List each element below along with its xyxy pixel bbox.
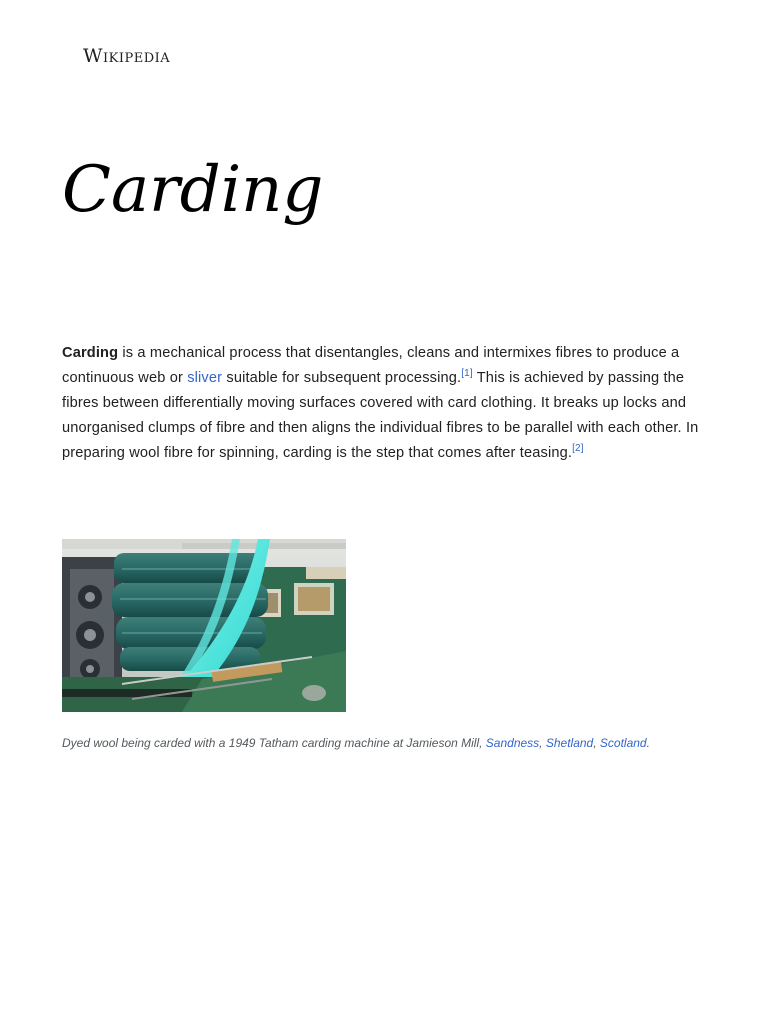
shetland-link[interactable]: Shetland: [545, 736, 594, 750]
wikipedia-wordmark[interactable]: Wikipedia: [83, 45, 171, 67]
lead-text-3: This is achieved by passing the fibres between differentially moving surfaces covered with card clothing. It breaks up locks and unorganised clumps of fibre and then aligns the individual fibres to be parallel with each other. In preparing wool fibre for spinning, carding is the step that comes after teasing.: [62, 370, 699, 461]
caption-sep-2: ,: [593, 736, 600, 750]
lead-text-2: suitable for subsequent processing.: [222, 370, 462, 386]
carding-machine-image[interactable]: [62, 539, 346, 712]
reference-1-link[interactable]: [1]: [461, 368, 473, 380]
lead-term: Carding: [62, 345, 119, 361]
lead-text-1: is a mechanical process that disentangles, cleans and intermixes fibres to produce a continuous web or: [62, 345, 680, 386]
caption-text: Dyed wool being carded with a 1949 Tatham carding machine at Jamieson Mill,: [62, 736, 486, 750]
caption-sep-1: ,: [539, 736, 546, 750]
carding-machine-illustration: [62, 539, 346, 712]
caption-end: .: [646, 736, 650, 750]
reference-2-link[interactable]: [2]: [572, 443, 584, 455]
page-title: Carding: [62, 153, 324, 227]
figure-caption: [62, 734, 712, 752]
lead-paragraph: [62, 341, 712, 466]
scotland-link[interactable]: Scotland: [599, 736, 647, 750]
sliver-link[interactable]: sliver: [187, 370, 223, 386]
sandness-link[interactable]: Sandness: [485, 736, 540, 750]
